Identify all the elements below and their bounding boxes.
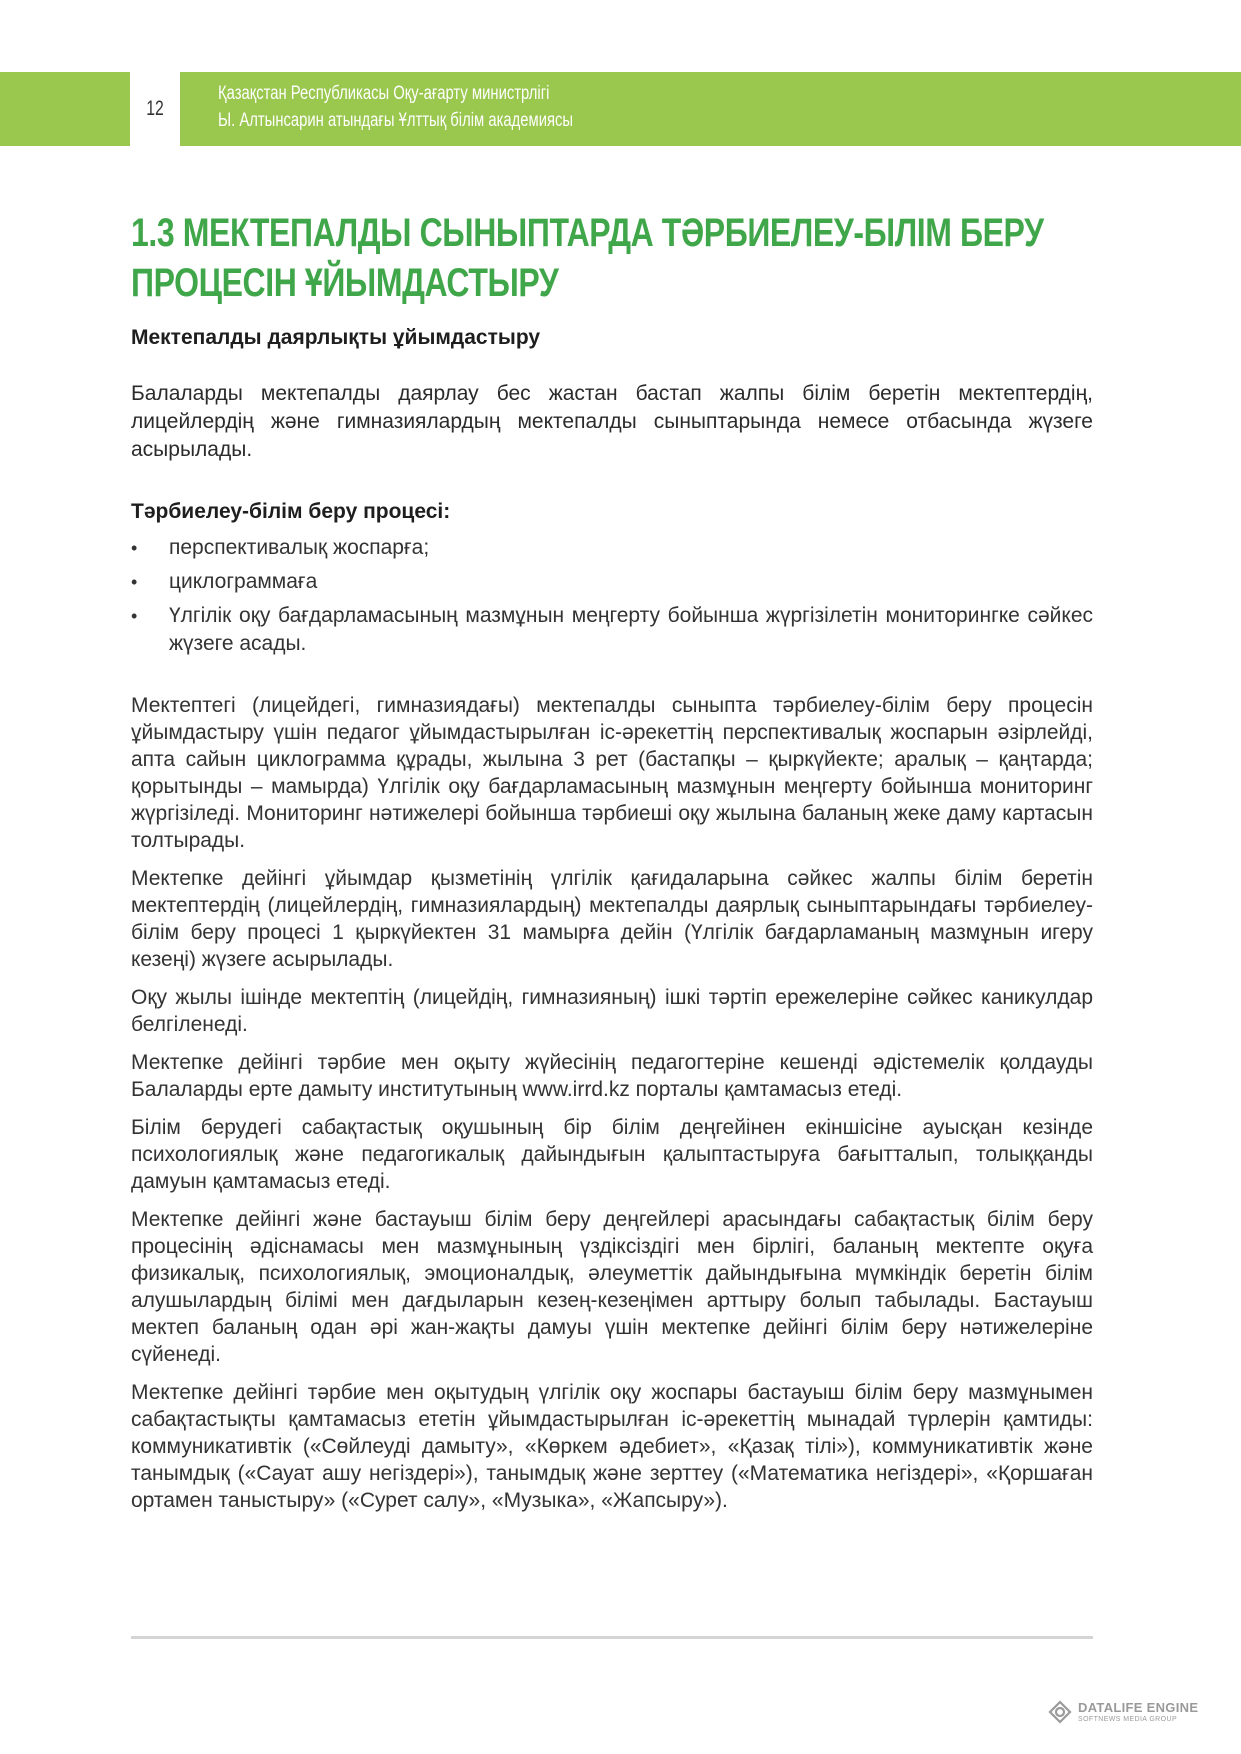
- body-paragraphs: [131, 692, 1093, 1514]
- header-right-band: [180, 72, 1241, 146]
- list-title: Тәрбиелеу-білім беру процесі:: [131, 500, 451, 523]
- bullet-icon: •: [131, 538, 138, 558]
- watermark-subtitle: SOFTNEWS MEDIA GROUP: [1078, 1716, 1178, 1723]
- org-line-2: Ы. Алтынсарин атындағы Ұлттық білім академиясы: [218, 110, 574, 131]
- page-content: [131, 208, 1093, 1525]
- bullet-text: перспективалық жоспарға;: [169, 536, 430, 559]
- bullet-icon: •: [131, 572, 138, 592]
- watermark-title: DATALIFE ENGINE: [1078, 1700, 1199, 1715]
- bullet-list: [131, 534, 1093, 658]
- org-line-1: Қазақстан Республикасы Оқу-ағарту министрлігі: [218, 83, 550, 104]
- datalife-logo-icon: [1048, 1700, 1072, 1724]
- page-number: 12: [146, 97, 164, 120]
- body-paragraph: Мектепке дейінгі ұйымдар қызметінің үлгілік қағидаларына сәйкес жалпы білім беретін мектептердің (лицейлердің, гимназиялардың) мектепалды даярлық сыныптарындағы тәрбиелеу-білім беру процесі 1 қыркүйектен 31 мамырға дейін (Үлгілік бағдарламаның мазмұнын игеру кезеңі) жүзеге асырылады.: [131, 867, 1093, 971]
- section-title: 1.3 МЕКТЕПАЛДЫ СЫНЫПТАРДА ТӘРБИЕЛЕУ-БІЛІМ БЕРУ ПРОЦЕСІН ҰЙЫМДАСТЫРУ: [131, 211, 1044, 305]
- body-paragraph: Оқу жылы ішінде мектептің (лицейдің, гимназияның) ішкі тәртіп ережелеріне сәйкес каникулдар белгіленеді.: [131, 986, 1093, 1036]
- bullet-item: [131, 568, 1093, 596]
- body-paragraph: Білім берудегі сабақтастық оқушының бір білім деңгейінен екіншісіне ауысқан кезінде психологиялық және педагогикалық дайындығын қалыптастыруға бағытталып, толыққанды дамуын қамтамасыз етеді.: [131, 1116, 1093, 1193]
- bullet-item: [131, 534, 1093, 562]
- bullet-item: [131, 602, 1093, 658]
- lead-paragraph: Балаларды мектепалды даярлау бес жастан бастап жалпы білім беретін мектептердің, лицейлердің және гимназиялардың мектепалды сыныптарында немесе отбасында жүзеге асырылады.: [131, 382, 1093, 461]
- header-left-band: [0, 72, 130, 146]
- watermark: [1048, 1700, 1198, 1724]
- bullet-text: Үлгілік оқу бағдарламасының мазмұнын меңгерту бойынша жүргізілетін мониторингке сәйкес жүзеге асады.: [169, 604, 1093, 655]
- watermark-text: [1078, 1701, 1198, 1723]
- body-paragraph: Мектепке дейінгі тәрбие мен оқытудың үлгілік оқу жоспары бастауыш білім беру мазмұнымен сабақтастықты қамтамасыз ететін ұйымдастырылған іс-әрекеттің мынадай түрлерін қамтиды: коммуникативтік («Сөйлеуді дамыту», «Көркем әдебиет», «Қазақ тілі»), коммуникативтік және танымдық («Сауат ашу негіздері»), танымдық және зерттеу («Математика негіздері», «Қоршаған ортамен таныстыру» («Сурет салу», «Музыка», «Жапсыру»).: [131, 1381, 1093, 1512]
- body-paragraph: Мектептегі (лицейдегі, гимназиядағы) мектепалды сыныпта тәрбиелеу-білім беру процесін ұйымдастыру үшін педагог ұйымдастырылған іс-әрекеттің перспективалық жоспарын әзірлейді, апта сайын циклограмма құрады, жылына 3 рет (бастапқы – қыркүйекте; аралық – қаңтарда; қорытынды – мамырда) Үлгілік оқу бағдарламасының мазмұнын меңгерту бойынша мониторинг жүргізіледі. Мониторинг нәтижелері бойынша тәрбиеші оқу жылына баланың жеке даму картасын толтырады.: [131, 694, 1093, 852]
- bullet-text: циклограммаға: [169, 570, 318, 593]
- body-paragraph: Мектепке дейінгі тәрбие мен оқыту жүйесінің педагогтеріне кешенді әдістемелік қолдауды Балаларды ерте дамыту институтының www.irrd.kz порталы қамтамасыз етеді.: [131, 1051, 1093, 1101]
- footer-divider: [131, 1636, 1093, 1639]
- bullet-icon: •: [131, 606, 138, 626]
- body-paragraph: Мектепке дейінгі және бастауыш білім беру деңгейлері арасындағы сабақтастық білім беру процесінің әдіснамасы мен мазмұнының үздіксіздігі мен бірлігі, баланың мектепте оқуға физикалық, психологиялық, эмоционалдық, әлеуметтік дайындығына мүмкіндік беретін білім алушылардың білімі мен дағдыларын кезең-кезеңімен арттыру болып табылады. Бастауыш мектеп баланың одан әрі жан-жақты дамуы үшін мектепке дейінгі білім беру нәтижелеріне сүйенеді.: [131, 1208, 1093, 1366]
- header-organization: [218, 80, 573, 134]
- section-subtitle: Мектепалды даярлықты ұйымдастыру: [131, 326, 541, 349]
- page-header: [0, 72, 1241, 146]
